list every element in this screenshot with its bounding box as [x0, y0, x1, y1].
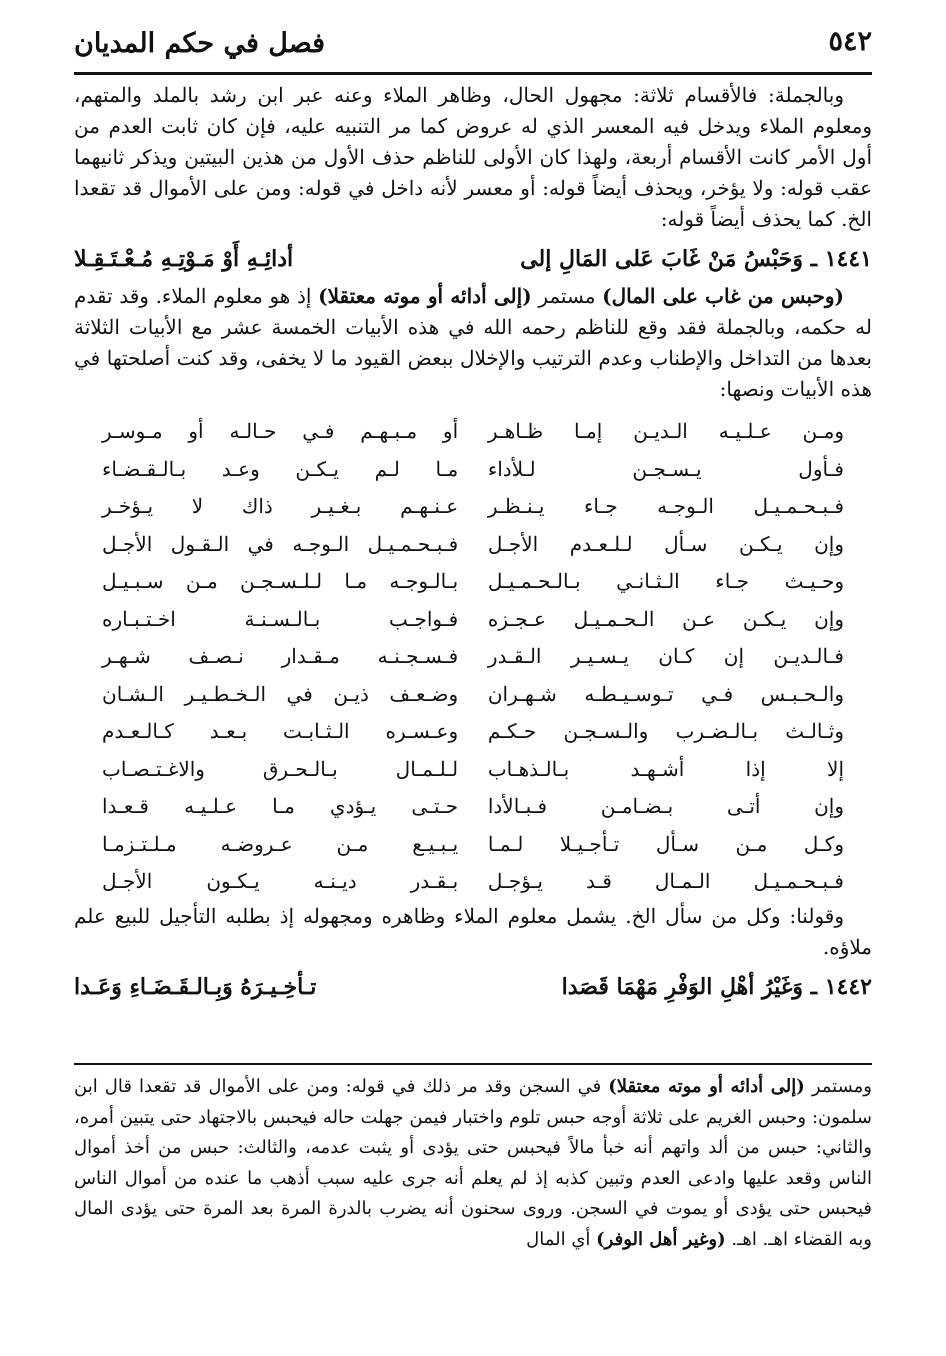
- verse-1442: [74, 969, 872, 1005]
- poem-hemistich-right: والـحـبـس فـي تـوسـيـطـه شـهـران: [487, 681, 844, 706]
- poem-line: [102, 676, 844, 714]
- poem-hemistich-right: وكـل مـن سـأل تـأجـيـلا لـمـا: [487, 831, 844, 856]
- footnote-paragraph: [74, 1072, 872, 1255]
- poem-hemistich-right: وثـالـث بـالـضـرب والـسـجـن حـكـم: [487, 719, 844, 743]
- verse-hemistich-1: وَغَيْرُ أهْلِ الوَفْرِ مَهْمَا قَصَدا: [561, 973, 803, 1000]
- page-number: ٥٤٢: [828, 26, 872, 57]
- poem-line: [102, 413, 844, 451]
- poem-line: [102, 751, 844, 789]
- poem-hemistich-left: بـقـدر ديـنـه يـكـون الأجـل: [102, 869, 459, 893]
- poem-line: [102, 863, 844, 901]
- poem-hemistich-right: وإن يـكـن عـن الـحـمـيـل عـجـزه: [487, 606, 844, 631]
- commentary-paragraph: [74, 281, 872, 405]
- poem-line: [102, 601, 844, 639]
- poem-hemistich-left: حـتـى يـؤدي مـا عـلـيـه قـعـدا: [102, 794, 459, 818]
- footnotes: [74, 1072, 872, 1255]
- footnote-lead: ومستمر: [804, 1076, 872, 1097]
- poem-hemistich-left: لـلـمـال بـالـحـرق والاغـتـصـاب: [102, 756, 459, 781]
- footnote-divider: [74, 1063, 872, 1065]
- poem-hemistich-right: وحـيـث جـاء الـثـانـي بـالـحـمـيـل: [487, 569, 844, 593]
- poem-hemistich-left: عـنـهـم بـغـيـر ذاك لا يـؤخـر: [102, 494, 459, 518]
- running-header: [74, 26, 872, 68]
- poem-hemistich-left: يـبـيـع مـن عـروضـه مـلـتـزمـا: [102, 831, 459, 856]
- commentary-mid: مستمر: [531, 284, 603, 308]
- main-text: [74, 80, 872, 1009]
- poem-line: [102, 713, 844, 751]
- poem-hemistich-right: فـالـديـن إن كـان يـسـيـر الـقـدر: [487, 644, 844, 668]
- poem-hemistich-left: أو مـبـهـم فـي حـالـه أو مـوسـر: [102, 419, 459, 443]
- footnote-quote: (إلى أدائه أو موته معتقلا): [608, 1076, 805, 1097]
- poem-hemistich-right: وإن أتـى بـضـامـن فـبـالأدا: [487, 794, 844, 818]
- footnote-text: في السجن وقد مر ذلك في قوله: ومن على الأموال قد تقعدا قال ابن سلمون: وحبس الغريم على ثلاثة أوجه حبس تلوم واختبار فيمن جهلت حاله فيحبس بالاجتهاد حتى يتبين أمره، والثاني: حبس من ألد واتهم أنه خبأ مالاً فيحبس حتى يؤدى أو يثبت عدمه، والثالث: حبس من أخذ أموال الناس وقعد عليها وادعى العدم وتبين كذبه إذ لم يعلم أنه جرى عليه سبب أذهب ما عنده من أموال الناس فيحبس حتى يؤدى أو يموت في السجن. وروى سحنون أنه يضرب بالدرة المرة بعد المرة حتى يؤدى المال وبه القضاء اهـ. اهـ.: [74, 1076, 872, 1250]
- poem-line: [102, 451, 844, 489]
- verse-hemistich-2: تـأخِـيـرَهُ وَبِـالـقَـضَـاءِ وَعَـدا: [74, 973, 317, 1000]
- poem-hemistich-right: إلا إذا أشـهـد بـالـذهـاب: [487, 756, 844, 781]
- poem-hemistich-right: فـبـحـمـيـل الـمـال قـد يـؤجـل: [487, 869, 844, 893]
- commentary-text: إذ هو معلوم الملاء. وقد تقدم له حكمه، وبالجملة فقد وقع للناظم رحمه الله في هذه الأبيات الخمسة عشر مع الأبيات الثلاثة بعدها من التداخل والإطناب وعدم الترتيب والإخلال ببعض القيود ما لا يخفى، وقد كنت أصلحتها في هذه الأبيات ونصها:: [74, 284, 872, 401]
- verse-hemistich-2: أدائِـهِ أَوْ مَـوْتِـهِ مُـعْـتَـقِـلا: [74, 246, 294, 272]
- note-paragraph: وقولنا: وكل من سأل الخ. يشمل معلوم الملاء وظاهره ومجهوله إذ بطلبه التأجيل للبيع علم ملاؤه.: [74, 903, 872, 959]
- poem-hemistich-left: فـبـحـمـيـل الـوجـه في الـقـول الأجـل: [102, 531, 459, 556]
- intro-paragraph: وبالجملة: فالأقسام ثلاثة: مجهول الحال، وظاهر الملاء وعنه عبر ابن رشد بالملد والمتهم، ومعلوم الملاء ويدخل فيه المعسر الذي له عروض كما مر التنبيه عليه، فإن كان ثابت العدم من أول الأمر كانت الأقسام أربعة، ولهذا كان الأولى للناظم حذف الأول من هذين البيتين ويذكر ثانيهما عقب قوله: ولا يؤخر، ويحذف أيضاً قوله: أو معسر لأنه داخل في قوله: ومن على الأموال قد تقعدا الخ. كما يحذف أيضاً قوله:: [74, 83, 872, 231]
- poem-hemistich-right: وإن يـكـن سـأل لـلـعـدم الأجـل: [487, 531, 844, 556]
- poem-hemistich-right: فـبـحـمـيـل الـوجـه جـاء يـنـظـر: [487, 494, 844, 518]
- poem-line: [102, 526, 844, 564]
- poem: [102, 413, 844, 901]
- poem-hemistich-left: وضـعـف ذيـن في الـخـطـيـر الـشـان: [102, 681, 459, 706]
- poem-hemistich-left: وعـسـره الـثـابـت بـعـد كـالـعـدم: [102, 719, 459, 743]
- verse-hemistich-1: وَحَبْسُ مَنْ غَابَ عَلى المَالِ إلى: [520, 246, 803, 272]
- header-divider: [74, 72, 872, 75]
- verse-number: ١٤٤٢ ـ: [810, 973, 872, 1000]
- verse-1441: [74, 241, 872, 277]
- poem-line: [102, 788, 844, 826]
- verse-number: ١٤٤١ ـ: [810, 246, 872, 272]
- footnote-end-quote: (وغير أهل الوفر): [596, 1228, 726, 1250]
- chapter-title: فصل في حكم المديان: [74, 28, 326, 59]
- poem-line: [102, 826, 844, 864]
- footnote-end: أي المال: [526, 1228, 597, 1250]
- poem-hemistich-left: مـا لـم يـكـن وعـد بـالـقـضـاء: [102, 456, 459, 481]
- poem-hemistich-left: فـواجـب بـالـسـنـة اخـتـبـاره: [102, 606, 459, 631]
- poem-hemistich-left: بـالـوجـه مـا لـلـسـجـن مـن سـبـيـل: [102, 569, 459, 593]
- poem-hemistich-right: ومـن عـلـيـه الـديـن إمـا ظـاهـر: [487, 419, 844, 443]
- poem-line: [102, 488, 844, 526]
- poem-hemistich-left: فـسـجـنـه مـقـدار نـصـف شـهـر: [102, 644, 459, 668]
- poem-line: [102, 638, 844, 676]
- commentary-quote: (إلى أدائه أو موته معتقلا): [318, 284, 532, 308]
- poem-hemistich-right: فـأول يـسـجـن لـلأداء: [487, 456, 844, 481]
- commentary-lead: (وحبس من غاب على المال): [602, 284, 845, 308]
- poem-line: [102, 563, 844, 601]
